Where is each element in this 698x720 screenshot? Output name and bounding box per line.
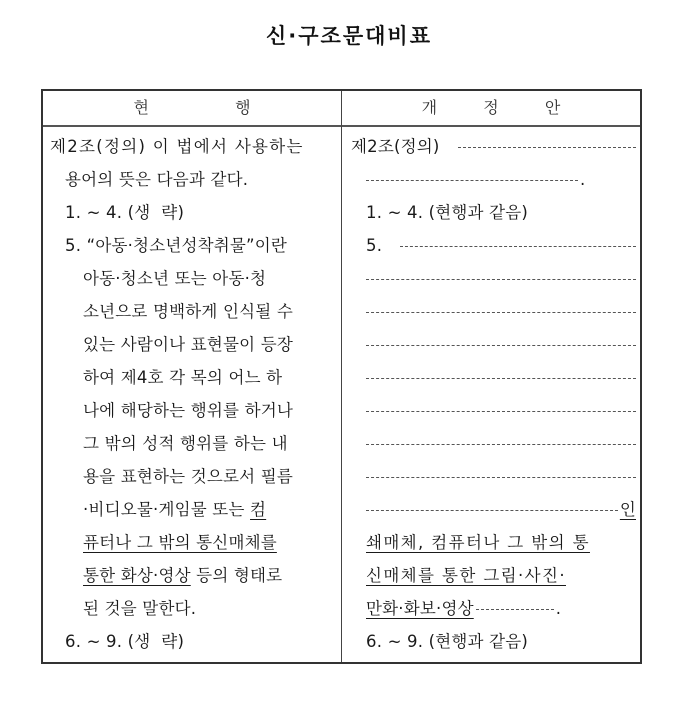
current-line-5 — [50, 262, 338, 295]
column-divider — [341, 91, 342, 662]
same-as-current-dashes — [366, 378, 636, 379]
proposed-line-12 — [351, 493, 636, 526]
current-line-15 — [50, 592, 338, 625]
current-line-7 — [50, 328, 338, 361]
proposed-line-14 — [351, 559, 636, 592]
same-as-current-dashes — [366, 411, 636, 412]
same-as-current-dashes — [366, 444, 636, 445]
current-line-4 — [50, 229, 338, 262]
same-as-current-dashes — [400, 246, 636, 247]
same-as-current-dashes — [366, 510, 618, 511]
proposed-line-7 — [351, 328, 636, 361]
proposed-line-5 — [351, 262, 636, 295]
proposed-line-11 — [351, 460, 636, 493]
line-text: 된 것을 말한다. — [83, 599, 197, 618]
amended-text: 통한 화상·영상 — [83, 566, 191, 585]
current-line-16 — [50, 625, 338, 658]
proposed-line-15 — [351, 592, 636, 625]
line-text: 아동·청소년 또는 아동·청 — [83, 269, 267, 288]
line-text: 소년으로 명백하게 인식될 수 — [83, 302, 294, 321]
header-proposed-char-2: 정 — [483, 98, 499, 117]
amended-text: 신매체를 통한 그림·사진· — [366, 566, 566, 585]
line-text: 용어의 뜻은 다음과 같다. — [65, 170, 249, 189]
current-line-12 — [50, 493, 338, 526]
line-text: 하여 제4호 각 목의 어느 하 — [83, 368, 283, 387]
amended-text: 퓨터나 그 밖의 통신매체를 — [83, 533, 277, 552]
items-1-4-omitted: 1. ~ 4. (생 략) — [65, 203, 185, 222]
current-line-6 — [50, 295, 338, 328]
line-text: 나에 해당하는 행위를 하거나 — [83, 401, 294, 420]
current-line-8 — [50, 361, 338, 394]
same-as-current-dashes — [366, 279, 636, 280]
proposed-line-2 — [351, 163, 636, 196]
header-current — [43, 91, 341, 125]
current-line-1 — [50, 130, 338, 163]
current-line-11 — [50, 460, 338, 493]
line-text: 그 밖의 성적 행위를 하는 내 — [83, 434, 288, 453]
header-proposed-char-3: 안 — [544, 98, 561, 117]
proposed-line-10 — [351, 427, 636, 460]
current-line-3 — [50, 196, 338, 229]
proposed-line-4 — [351, 229, 636, 262]
amended-text: 만화·화보·영상 — [366, 599, 474, 618]
header-proposed — [342, 91, 640, 125]
items-1-4-same: 1. ~ 4. (현행과 같음) — [366, 203, 529, 222]
line-text: 용을 표현하는 것으로서 필름 — [83, 467, 294, 486]
same-as-current-dashes — [366, 345, 636, 346]
items-6-9-same: 6. ~ 9. (현행과 같음) — [366, 632, 529, 651]
proposed-line-16 — [351, 625, 636, 658]
current-line-2 — [50, 163, 338, 196]
period: . — [555, 599, 562, 618]
current-line-10 — [50, 427, 338, 460]
proposed-line-3 — [351, 196, 636, 229]
line-text: 등의 형태로 — [190, 566, 283, 585]
header-proposed-char-1: 개 — [421, 98, 438, 117]
items-6-9-omitted: 6. ~ 9. (생 략) — [65, 632, 185, 651]
amended-text: 컴 — [250, 500, 267, 519]
same-as-current-dashes — [458, 147, 636, 148]
header-current-char-2: 행 — [235, 98, 251, 117]
proposed-line-8 — [351, 361, 636, 394]
same-as-current-dashes — [366, 477, 636, 478]
proposed-line-9 — [351, 394, 636, 427]
proposed-line-6 — [351, 295, 636, 328]
line-text: ·비디오물·게임물 또는 — [83, 500, 251, 519]
proposed-line-13 — [351, 526, 636, 559]
proposed-column — [351, 130, 636, 658]
period: . — [580, 170, 586, 189]
document-title: 신·구조문대비표 — [266, 24, 432, 48]
amended-text: 쇄매체, 컴퓨터나 그 밖의 통 — [366, 533, 590, 552]
same-as-current-dashes — [476, 609, 554, 610]
same-as-current-dashes — [366, 180, 578, 181]
current-line-9 — [50, 394, 338, 427]
article-2-heading: 제2조(정의) — [351, 137, 440, 156]
amended-text: 인 — [619, 500, 636, 519]
item-5-definition: 5. “아동·청소년성착취물”이란 — [65, 236, 288, 255]
item-5-label: 5. — [366, 236, 383, 255]
article-2-heading: 제2조(정의) 이 법에서 사용하는 — [50, 137, 304, 156]
current-column — [50, 130, 338, 658]
current-line-14 — [50, 559, 338, 592]
current-line-13 — [50, 526, 338, 559]
comparison-table — [41, 89, 642, 664]
proposed-line-1 — [351, 130, 636, 163]
same-as-current-dashes — [366, 312, 636, 313]
line-text: 있는 사람이나 표현물이 등장 — [83, 335, 294, 354]
header-current-char-1: 현 — [133, 98, 149, 117]
